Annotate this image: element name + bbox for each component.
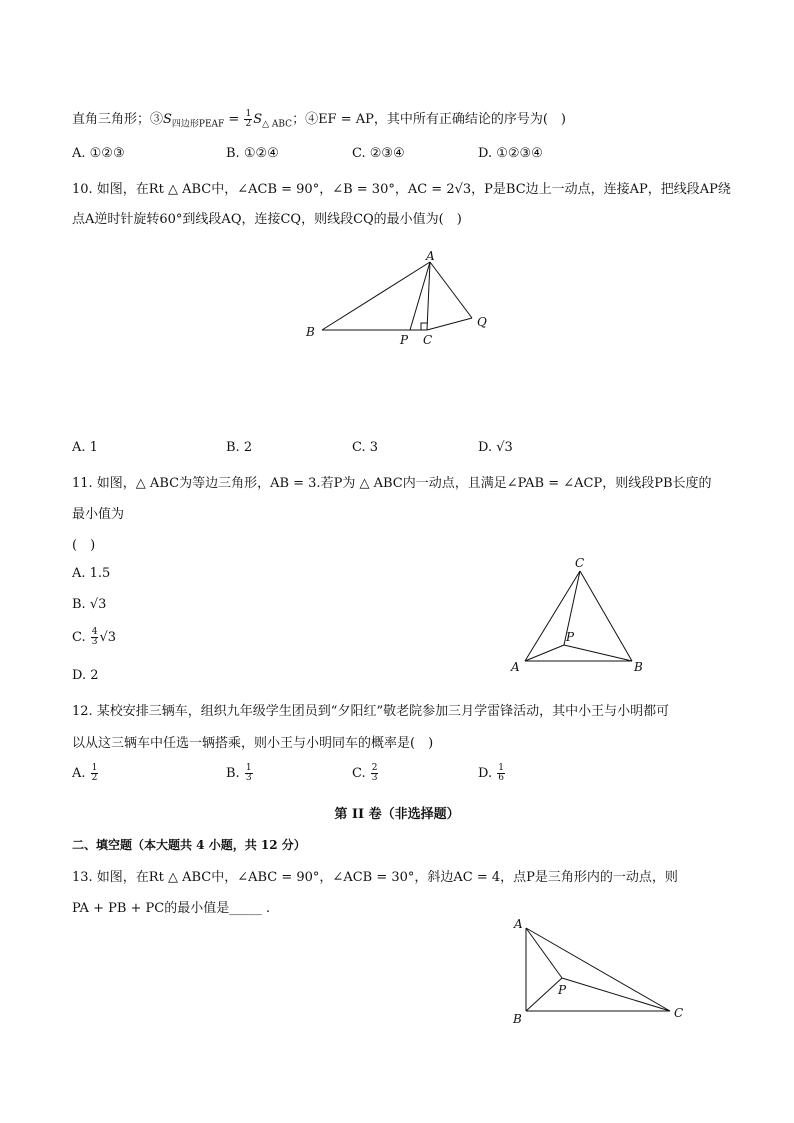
q9-option-a: A. ①②③ xyxy=(72,146,125,161)
q10-option-a: A. 1 xyxy=(72,440,98,455)
q12-option-b: B. $\frac{1}{3}$ xyxy=(226,763,252,783)
q9-option-d: D. ①②③④ xyxy=(478,146,543,161)
fill-blank-heading: 二、填空题（本大题共 4 小题，共 12 分） xyxy=(72,838,306,852)
q9-text-start: 直角三角形；③ xyxy=(72,112,164,127)
q10-label-c: C xyxy=(423,333,433,347)
quad-subscript: 四边形PEAF xyxy=(171,119,225,130)
q11-label-p: P xyxy=(566,630,575,644)
q11-option-b: B. √3 xyxy=(72,597,107,612)
q13-label-p: P xyxy=(558,983,567,997)
q9-statement-end xyxy=(72,108,566,130)
q10-option-c: C. 3 xyxy=(352,440,379,455)
section-2-title: 第 II 卷（非选择题） xyxy=(334,807,460,822)
q11-label-c: C xyxy=(575,556,585,570)
q13-figure xyxy=(505,910,695,1030)
q12-option-a: A. $\frac{1}{2}$ xyxy=(72,763,98,783)
q11-option-c-fraction: $\frac{4}{3}$ xyxy=(91,627,98,647)
half-fraction: $\frac{1}{2}$ xyxy=(245,109,252,129)
q10-label-b: B xyxy=(306,325,315,339)
area-symbol-abc: S xyxy=(253,112,263,127)
abc-subscript: △ ABC xyxy=(262,119,293,130)
q11-option-c: C. $\frac{4}{3}$ √3 xyxy=(72,627,117,647)
q10-option-d: D. √3 xyxy=(478,440,513,455)
q9-option-c: C. ②③④ xyxy=(352,146,405,161)
q11-line-2: 最小值为 xyxy=(72,507,125,522)
q10-line-1: 10. 如图，在Rt △ ABC中，∠ACB = 90°，∠B = 30°，AC = 2√3，P是BC边上一动点，连接AP，把线段AP绕 xyxy=(72,182,731,197)
q12-option-c: C. $\frac{2}{3}$ xyxy=(352,763,378,783)
equals-sign: = xyxy=(224,112,244,127)
q11-paren: ( ) xyxy=(72,538,96,553)
q11-option-d: D. 2 xyxy=(72,668,99,683)
q12-line-1: 12. 某校安排三辆车，组织九年级学生团员到“夕阳红”敬老院参加三月学雷锋活动，其中小王与小明都可 xyxy=(72,704,670,719)
q11-label-a: A xyxy=(511,660,520,674)
q10-option-b: B. 2 xyxy=(226,440,253,455)
q12-option-d: D. $\frac{1}{6}$ xyxy=(478,763,504,783)
q11-option-a: A. 1.5 xyxy=(72,566,111,581)
q13-label-c: C xyxy=(674,1006,684,1020)
q11-label-b: B xyxy=(634,660,643,674)
q11-figure xyxy=(505,553,655,678)
q13-label-b: B xyxy=(513,1012,522,1026)
q10-label-a: A xyxy=(426,250,435,263)
q10-label-q: Q xyxy=(477,315,487,329)
q13-line-1: 13. 如图，在Rt △ ABC中，∠ABC = 90°，∠ACB = 30°，斜边AC = 4，点P是三角形内的一动点，则 xyxy=(72,870,678,885)
q9-text-rest: ；④EF = AP，其中所有正确结论的序号为( ) xyxy=(292,112,567,127)
q10-line-2: 点A逆时针旋转60°到线段AQ，连接CQ，则线段CQ的最小值为( ) xyxy=(72,212,462,227)
q9-option-b: B. ①②④ xyxy=(226,146,279,161)
q10-label-p: P xyxy=(400,333,409,347)
q10-figure xyxy=(300,250,500,350)
q13-label-a: A xyxy=(514,917,523,931)
q13-line-2: PA + PB + PC的最小值是_____ . xyxy=(72,901,271,916)
area-symbol: S xyxy=(163,112,172,127)
q12-line-2: 以从这三辆车中任选一辆搭乘，则小王与小明同车的概率是( ) xyxy=(72,736,434,751)
q11-line-1: 11. 如图，△ ABC为等边三角形，AB = 3.若P为 △ ABC内一动点，且满足∠PAB = ∠ACP，则线段PB长度的 xyxy=(72,476,712,491)
